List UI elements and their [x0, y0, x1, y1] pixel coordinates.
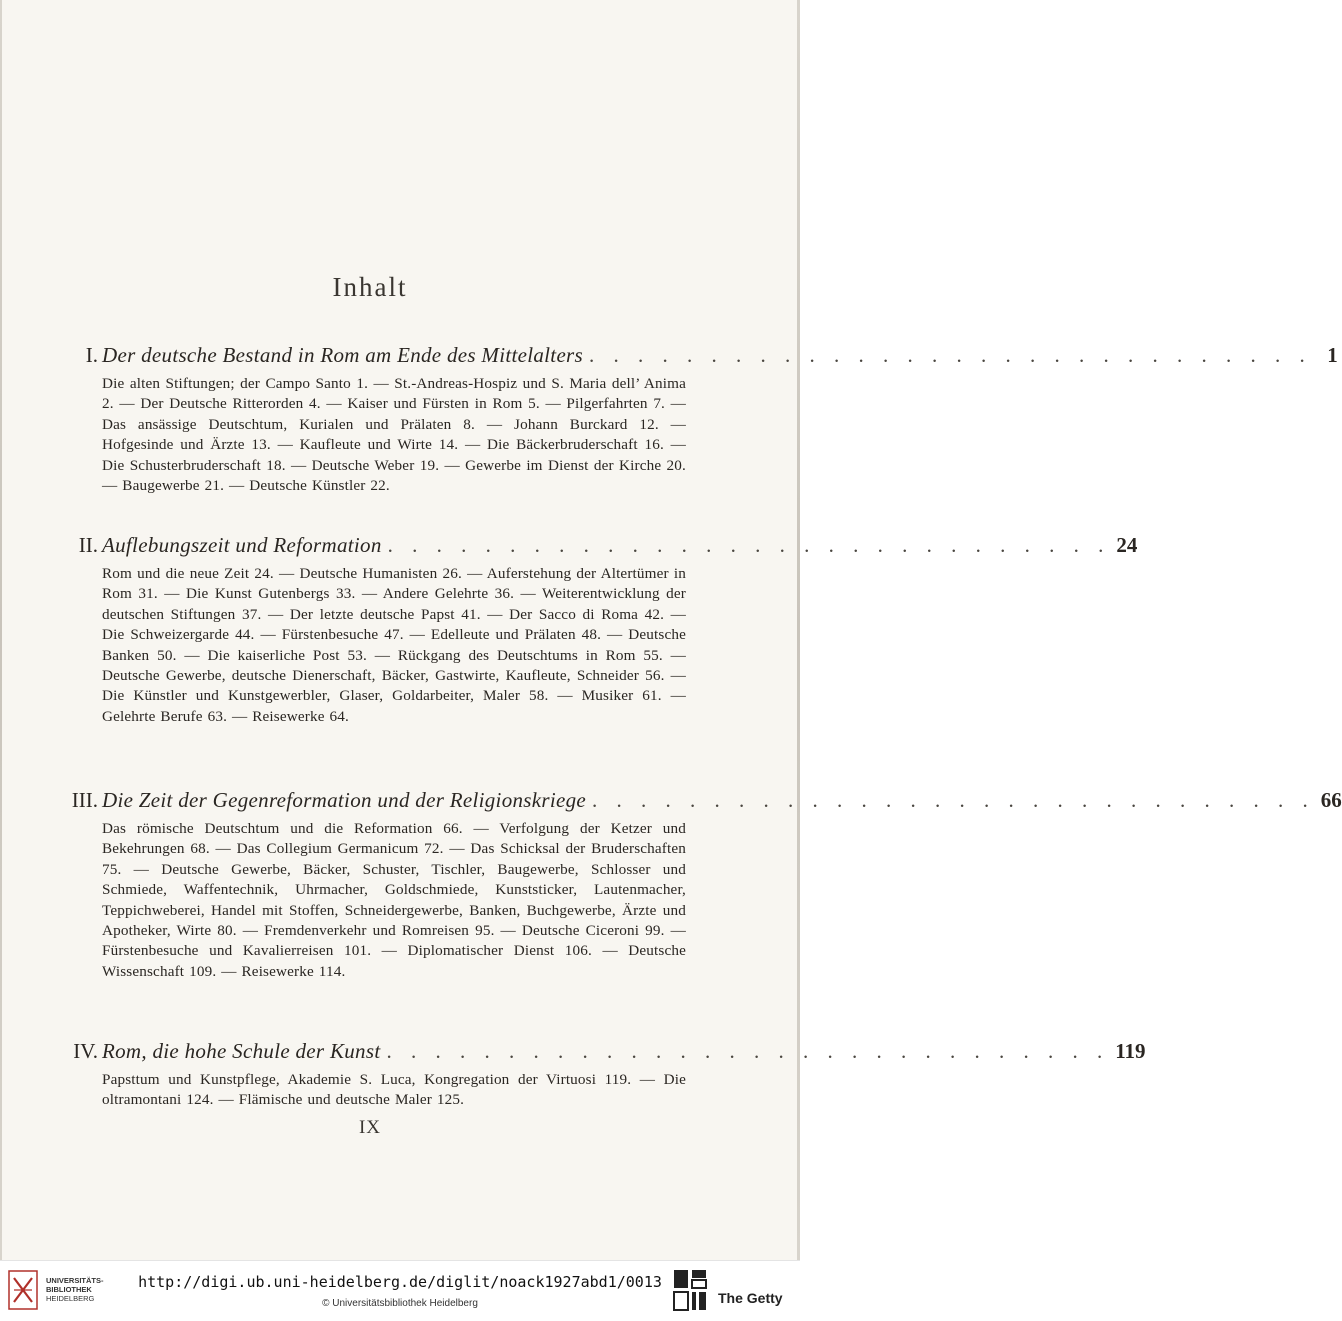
chapter-numeral: IV. [73, 1039, 98, 1063]
toc-section-1 [56, 340, 1338, 496]
chapter-numeral: III. [71, 788, 98, 812]
toc-section-3 [56, 785, 1342, 982]
getty-logo-icon[interactable] [672, 1268, 708, 1312]
toc-heading[interactable] [56, 785, 1342, 815]
page-folio: IX [358, 1117, 382, 1138]
chapter-summary: Das römische Deutschtum und die Reformation 66. — Verfolgung der Ketzer und Bekehrungen 68. — Das Collegium Germanicum 72. — Das Schicksal der Bruderschaften 75. — Deutsche Gewerbe, Bäcker, Schuster, Tischler, Baugewerbe, Schlosser und Schmiede, Waffentechnik, Uhrmacher, Goldschmiede, Kunststicker, Lautenmacher, Teppichweberei, Handel mit Stoffen, Schneidergewerbe, Banken, Buchgewerbe, Ärzte und Apotheker, Wirte 80. — Fremdenverkehr und Romreisen 95. — Deutsche Ciceroni 99. — Fürstenbesuche und Kavalierreisen 101. — Diplomatischer Dienst 106. — Deutsche Wissenschaft 109. — Reisewerke 114. [102, 820, 686, 980]
toc-heading[interactable] [56, 340, 1338, 370]
toc-section-2 [56, 530, 1138, 727]
university-library-name: UNIVERSITÄTS- BIBLIOTHEK HEIDELBERG [46, 1276, 104, 1303]
chapter-page-number: 24 [1116, 533, 1138, 557]
chapter-page-number: 66 [1320, 788, 1342, 812]
chapter-title: Der deutsche Bestand in Rom am Ende des Mittelalters [102, 343, 584, 367]
page-title: Inhalt [332, 272, 408, 302]
chapter-title: Auflebungszeit und Reformation [102, 533, 382, 557]
partner-name: The Getty [718, 1290, 783, 1306]
chapter-summary: Die alten Stiftungen; der Campo Santo 1. — St.-Andreas-Hospiz und S. Maria dell’ Anima 2. — Der Deutsche Ritterorden 4. — Kaiser und Fürsten in Rom 5. — Pilgerfahrten 7. — Das ansässige Deutschtum, Kurialen und Prälaten 8. — Johann Burckard 12. — Hofgesinde und Ärzte 13. — Kaufleute und Wirte 14. — Die Bäckerbruderschaft 16. — Die Schusterbruderschaft 18. — Deutsche Weber 19. — Gewerbe im Dienst der Kirche 20. — Baugewerbe 21. — Deutsche Künstler 22. [102, 375, 686, 495]
chapter-title: Die Zeit der Gegenreformation und der Religionskriege [102, 788, 587, 812]
dot-leader: . . . . . . . . . . . . . . . . . . . . . . . . . . . . . . [589, 343, 1312, 367]
chapter-numeral: II. [78, 533, 98, 557]
chapter-summary: Papsttum und Kunstpflege, Akademie S. Luca, Kongregation der Virtuosi 119. — Die oltramontani 124. — Flämische und deutsche Maler 125. [102, 1071, 686, 1109]
page-edge-right [797, 0, 800, 1260]
chapter-page-number: 1 [1327, 343, 1338, 367]
chapter-summary: Rom und die neue Zeit 24. — Deutsche Humanisten 26. — Auferstehung der Altertümer in Rom 31. — Die Kunst Gutenbergs 33. — Andere Gelehrte 36. — Weiterentwicklung der deutschen Stiftungen 37. — Der letzte deutsche Papst 41. — Der Sacco di Roma 42. — Die Schweizergarde 44. — Fürstenbesuche 47. — Edelleute und Prälaten 48. — Deutsche Banken 50. — Die kaiserliche Post 53. — Rückgang des Deutschtums in Rom 55. — Deutsche Gewerbe, deutsche Dienerschaft, Bäcker, Gastwirte, Kaufleute, Schneider 56. — Die Künstler und Kunstgewerbler, Glaser, Goldarbeiter, Maler 58. — Musiker 61. — Gelehrte Berufe 63. — Reisewerke 64. [102, 565, 686, 725]
toc-heading[interactable] [56, 530, 1138, 560]
chapter-numeral: I. [85, 343, 98, 367]
copyright-notice: © Universitätsbibliothek Heidelberg [322, 1298, 478, 1309]
toc-heading[interactable] [56, 1036, 1146, 1066]
page-edge-left [0, 0, 2, 1260]
dot-leader: . . . . . . . . . . . . . . . . . . . . . . . . . . . . . . [386, 1039, 1110, 1063]
permalink-url[interactable]: http://digi.ub.uni-heidelberg.de/diglit/noack1927abd1/0013 [138, 1273, 662, 1291]
dot-leader: . . . . . . . . . . . . . . . . . . . . . . . . . . . . . . [592, 788, 1315, 812]
chapter-title: Rom, die hohe Schule der Kunst [102, 1039, 381, 1063]
chapter-page-number: 119 [1115, 1039, 1146, 1063]
toc-section-4 [56, 1036, 1146, 1111]
dot-leader: . . . . . . . . . . . . . . . . . . . . . . . . . . . . . . [387, 533, 1111, 557]
